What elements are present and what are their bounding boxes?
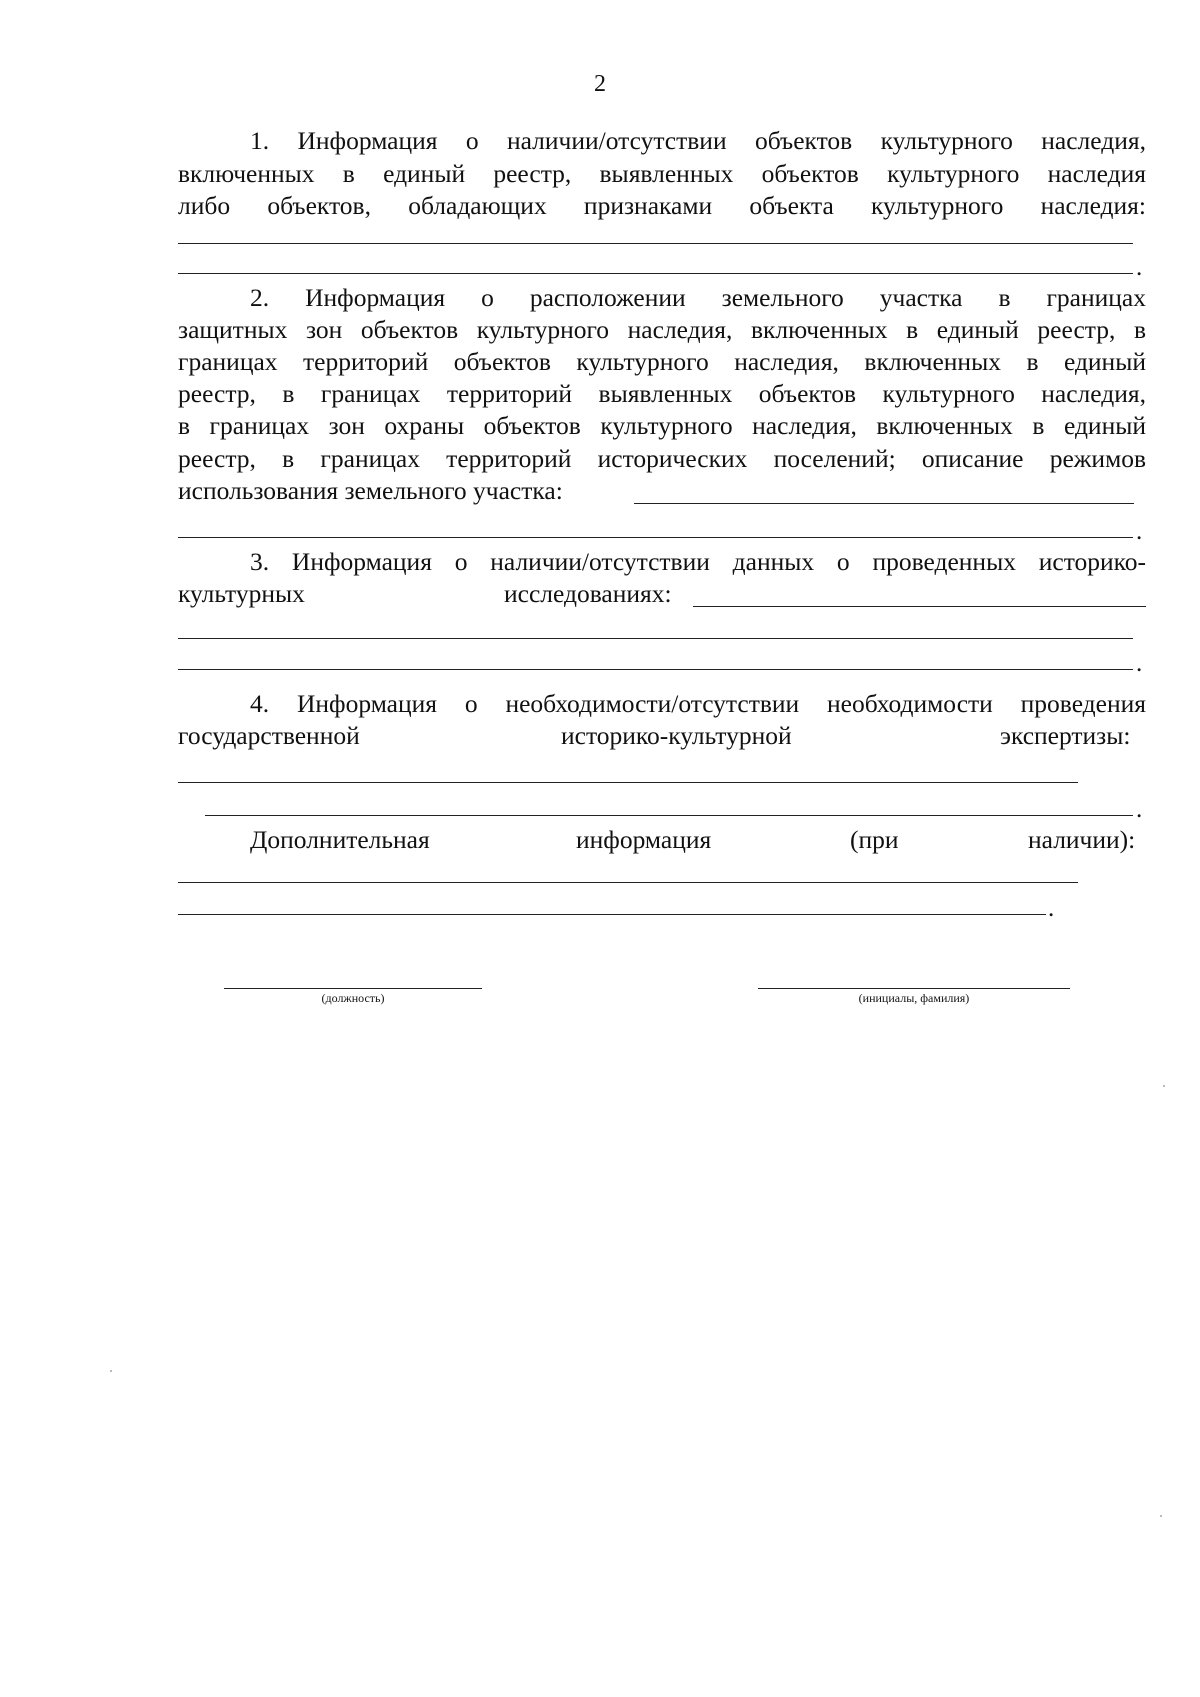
section-2-end-mark: . [1136,518,1143,545]
section-1-blank-line-2[interactable] [178,273,1133,274]
section-4-word-3: экспертизы: [1000,721,1131,750]
additional-end-mark: . [1048,895,1055,922]
section-4-word-1: государственной [178,721,360,750]
section-2-line-2: защитных зон объектов культурного наследия, включенных в единый реестр, в [178,315,1146,344]
section-2-line-7: использования земельного участка: [178,476,563,505]
section-3-blank-line-1[interactable] [693,606,1146,607]
section-1-line-2: включенных в единый реестр, выявленных объектов культурного наследия [178,159,1146,188]
section-2-line-3: границах территорий объектов культурного наследия, включенных в единый [178,347,1146,376]
additional-word-4: наличии): [1028,825,1136,854]
section-4-word-2: историко-культурной [561,721,792,750]
scan-speck [1160,1515,1162,1517]
section-1-text-1: 1. Информация о наличии/отсутствии объектов культурного наследия, [250,126,1146,155]
page-number: 2 [594,71,606,97]
section-1-line-3: либо объектов, обладающих признаками объекта культурного наследия: [178,191,1146,220]
scan-speck [110,1370,112,1372]
section-3-end-mark: . [1136,650,1143,677]
section-3-blank-line-2[interactable] [178,638,1133,639]
name-label: (инициалы, фамилия) [858,991,970,1005]
section-1-line-1 [178,125,1146,158]
section-3-text-1: 3. Информация о наличии/отсутствии данных о проведенных историко- [250,547,1146,576]
position-label: (должность) [321,991,385,1005]
position-signature-line[interactable] [224,988,482,989]
additional-blank-line-2[interactable] [178,914,1046,915]
section-2-blank-line-2[interactable] [178,537,1133,538]
section-1-blank-line-1[interactable] [178,243,1133,244]
additional-blank-line-1[interactable] [178,882,1078,883]
section-2-line-6: реестр, в границах территорий исторических поселений; описание режимов [178,444,1146,473]
name-signature-line[interactable] [758,988,1070,989]
additional-word-2: информация [576,825,712,854]
section-4-blank-line-1[interactable] [178,782,1078,783]
section-4-blank-line-2[interactable] [205,815,1133,816]
additional-word-1: Дополнительная [250,825,430,854]
section-4-text-1: 4. Информация о необходимости/отсутствии необходимости проведения [250,689,1146,718]
section-2-line-1 [178,282,1146,315]
section-3-line-1 [178,546,1146,579]
section-2-blank-line-1[interactable] [634,503,1134,504]
scan-speck [1163,1085,1165,1087]
section-3-word-1: культурных [178,579,305,608]
section-4-end-mark: . [1136,796,1143,823]
section-3-blank-line-3[interactable] [178,669,1133,670]
section-2-text-1: 2. Информация о расположении земельного участка в границах [250,283,1146,312]
section-2-line-4: реестр, в границах территорий выявленных объектов культурного наследия, [178,379,1146,408]
section-4-line-1 [178,688,1146,721]
section-2-line-5: в границах зон охраны объектов культурного наследия, включенных в единый [178,411,1146,440]
section-1-end-mark: . [1136,254,1143,281]
section-3-word-2: исследованиях: [504,579,672,608]
additional-word-3: (при [850,825,899,854]
